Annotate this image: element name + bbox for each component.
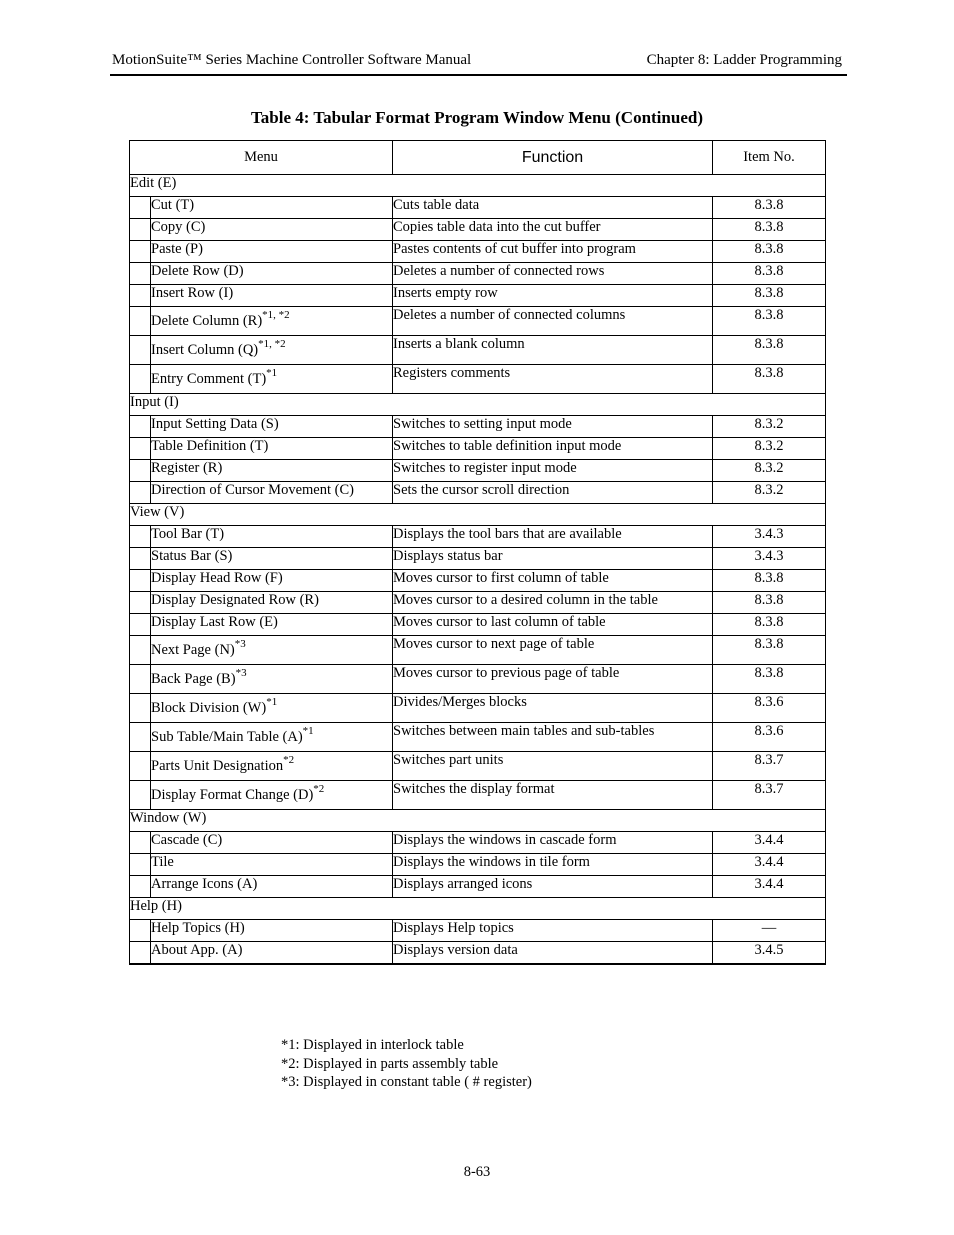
function-cell: Switches to register input mode (393, 460, 713, 482)
function-cell: Pastes contents of cut buffer into program (393, 241, 713, 263)
menu-item-cell (151, 636, 393, 665)
menu-category-label: View (V) (130, 504, 826, 526)
footnote-marker: *3 (235, 667, 247, 680)
menu-item-cell (151, 942, 393, 965)
function-cell: Cuts table data (393, 197, 713, 219)
item-number-cell: — (713, 920, 826, 942)
page-number: 8-63 (463, 1164, 491, 1180)
indent-cell (130, 614, 151, 636)
indent-cell (130, 365, 151, 394)
menu-table (129, 140, 826, 965)
item-number-cell: 8.3.8 (713, 263, 826, 285)
menu-item-label: Sub Table/Main Table (A) (151, 729, 303, 745)
menu-item-cell (151, 460, 393, 482)
function-cell: Displays the windows in tile form (393, 854, 713, 876)
function-cell: Deletes a number of connected rows (393, 263, 713, 285)
menu-item-label: Entry Comment (T) (151, 371, 267, 387)
table-row (130, 614, 826, 636)
table-row (130, 197, 826, 219)
footnote-marker: *1 (266, 696, 278, 709)
function-cell: Displays the tool bars that are available (393, 526, 713, 548)
function-cell: Inserts a blank column (393, 336, 713, 365)
item-number-cell: 8.3.7 (713, 752, 826, 781)
menu-category-label: Help (H) (130, 898, 826, 920)
menu-item-cell (151, 526, 393, 548)
indent-cell (130, 876, 151, 898)
column-header-function: Function (393, 141, 713, 175)
table-row (130, 438, 826, 460)
item-number-cell: 8.3.2 (713, 438, 826, 460)
table-row (130, 482, 826, 504)
function-cell: Inserts empty row (393, 285, 713, 307)
menu-item-label: Display Head Row (F) (151, 570, 283, 586)
indent-cell (130, 920, 151, 942)
indent-cell (130, 694, 151, 723)
indent-cell (130, 723, 151, 752)
menu-item-cell (151, 920, 393, 942)
function-cell: Registers comments (393, 365, 713, 394)
item-number-cell: 3.4.3 (713, 548, 826, 570)
function-cell: Displays Help topics (393, 920, 713, 942)
indent-cell (130, 570, 151, 592)
item-number-cell: 8.3.7 (713, 781, 826, 810)
table-row (130, 460, 826, 482)
menu-item-cell (151, 752, 393, 781)
item-number-cell: 3.4.4 (713, 854, 826, 876)
menu-item-label: Delete Column (R) (151, 313, 263, 329)
item-number-cell: 8.3.2 (713, 416, 826, 438)
table-row (130, 219, 826, 241)
indent-cell (130, 781, 151, 810)
menu-item-label: About App. (A) (151, 942, 243, 958)
item-number-cell: 3.4.4 (713, 876, 826, 898)
table-row (130, 263, 826, 285)
item-number-cell: 8.3.8 (713, 636, 826, 665)
menu-item-cell (151, 832, 393, 854)
item-number-cell: 8.3.8 (713, 219, 826, 241)
indent-cell (130, 854, 151, 876)
menu-item-cell (151, 197, 393, 219)
item-number-cell: 8.3.8 (713, 241, 826, 263)
running-header-chapter: Chapter 8: Ladder Programming (646, 52, 842, 68)
menu-item-label: Display Designated Row (R) (151, 592, 319, 608)
function-cell: Displays status bar (393, 548, 713, 570)
function-cell: Displays version data (393, 942, 713, 965)
menu-item-label: Next Page (N) (151, 642, 235, 658)
indent-cell (130, 460, 151, 482)
item-number-cell: 3.4.5 (713, 942, 826, 965)
indent-cell (130, 526, 151, 548)
indent-cell (130, 307, 151, 336)
function-cell: Deletes a number of connected columns (393, 307, 713, 336)
indent-cell (130, 592, 151, 614)
column-header-item-no: Item No. (713, 141, 826, 175)
menu-item-label: Tool Bar (T) (151, 526, 225, 542)
menu-item-label: Status Bar (S) (151, 548, 233, 564)
table-row (130, 636, 826, 665)
table-row (130, 548, 826, 570)
header-rule (110, 74, 847, 76)
table-caption: Table 4: Tabular Format Program Window Menu (Continued) (251, 108, 703, 127)
function-cell: Displays the windows in cascade form (393, 832, 713, 854)
item-number-cell: 3.4.3 (713, 526, 826, 548)
table-row (130, 307, 826, 336)
table-row (130, 526, 826, 548)
indent-cell (130, 482, 151, 504)
item-number-cell: 8.3.8 (713, 614, 826, 636)
table-row (130, 781, 826, 810)
column-header-menu: Menu (130, 141, 393, 175)
function-cell: Moves cursor to next page of table (393, 636, 713, 665)
table-row (130, 241, 826, 263)
indent-cell (130, 416, 151, 438)
item-number-cell: 8.3.2 (713, 460, 826, 482)
table-header-row (130, 141, 826, 175)
function-cell: Switches between main tables and sub-tables (393, 723, 713, 752)
table-row (130, 570, 826, 592)
menu-item-label: Cascade (C) (151, 832, 223, 848)
function-cell: Switches part units (393, 752, 713, 781)
indent-cell (130, 636, 151, 665)
function-cell: Switches to table definition input mode (393, 438, 713, 460)
menu-category-row (130, 394, 826, 416)
table-row (130, 752, 826, 781)
table-row (130, 694, 826, 723)
menu-item-label: Tile (151, 854, 174, 870)
table-row (130, 942, 826, 965)
menu-item-cell (151, 336, 393, 365)
table-row (130, 336, 826, 365)
table-row (130, 365, 826, 394)
footnote-marker: *2 (283, 754, 295, 767)
indent-cell (130, 241, 151, 263)
table-row (130, 723, 826, 752)
menu-item-label: Insert Row (I) (151, 285, 234, 301)
menu-category-label: Input (I) (130, 394, 826, 416)
footnotes (281, 1036, 532, 1092)
menu-item-cell (151, 438, 393, 460)
footnote-marker: *1, *2 (262, 309, 290, 322)
function-cell: Copies table data into the cut buffer (393, 219, 713, 241)
indent-cell (130, 942, 151, 965)
footnote-marker: *1, *2 (258, 338, 286, 351)
menu-item-label: Paste (P) (151, 241, 203, 257)
footnote-marker: *2 (313, 783, 325, 796)
indent-cell (130, 285, 151, 307)
menu-item-cell (151, 694, 393, 723)
function-cell: Moves cursor to a desired column in the table (393, 592, 713, 614)
table-row (130, 416, 826, 438)
indent-cell (130, 263, 151, 285)
menu-item-label: Block Division (W) (151, 700, 267, 716)
menu-category-row (130, 810, 826, 832)
menu-item-label: Display Last Row (E) (151, 614, 278, 630)
table-row (130, 285, 826, 307)
menu-item-label: Arrange Icons (A) (151, 876, 258, 892)
function-cell: Moves cursor to first column of table (393, 570, 713, 592)
menu-category-row (130, 504, 826, 526)
menu-item-label: Back Page (B) (151, 671, 236, 687)
item-number-cell: 8.3.8 (713, 570, 826, 592)
indent-cell (130, 752, 151, 781)
function-cell: Displays arranged icons (393, 876, 713, 898)
menu-item-label: Parts Unit Designation (151, 758, 284, 774)
indent-cell (130, 438, 151, 460)
indent-cell (130, 197, 151, 219)
menu-item-label: Direction of Cursor Movement (C) (151, 482, 354, 498)
footnote: *3: Displayed in constant table ( # register) (281, 1074, 532, 1090)
table-row (130, 665, 826, 694)
item-number-cell: 8.3.6 (713, 723, 826, 752)
item-number-cell: 8.3.6 (713, 694, 826, 723)
footnote-marker: *1 (266, 367, 278, 380)
menu-item-cell (151, 482, 393, 504)
footnote: *2: Displayed in parts assembly table (281, 1055, 499, 1072)
menu-item-cell (151, 592, 393, 614)
function-cell: Switches to setting input mode (393, 416, 713, 438)
menu-item-cell (151, 854, 393, 876)
table-body (130, 175, 826, 965)
menu-item-label: Table Definition (T) (151, 438, 269, 454)
table-row (130, 920, 826, 942)
menu-item-cell (151, 876, 393, 898)
menu-item-label: Help Topics (H) (151, 920, 245, 936)
indent-cell (130, 665, 151, 694)
indent-cell (130, 548, 151, 570)
menu-item-cell (151, 723, 393, 752)
running-header-title: MotionSuite™ Series Machine Controller Software Manual (112, 52, 472, 68)
item-number-cell: 8.3.2 (713, 482, 826, 504)
menu-item-label: Delete Row (D) (151, 263, 244, 279)
footnote-marker: *3 (234, 638, 246, 651)
item-number-cell: 8.3.8 (713, 365, 826, 394)
menu-item-label: Register (R) (151, 460, 223, 476)
menu-item-cell (151, 365, 393, 394)
item-number-cell: 8.3.8 (713, 665, 826, 694)
menu-item-cell (151, 548, 393, 570)
function-cell: Switches the display format (393, 781, 713, 810)
table-row (130, 876, 826, 898)
menu-item-label: Input Setting Data (S) (151, 416, 279, 432)
table-row (130, 592, 826, 614)
menu-item-cell (151, 665, 393, 694)
indent-cell (130, 832, 151, 854)
table-row (130, 854, 826, 876)
menu-item-cell (151, 219, 393, 241)
function-cell: Moves cursor to last column of table (393, 614, 713, 636)
menu-item-label: Cut (T) (151, 197, 195, 213)
menu-item-cell (151, 614, 393, 636)
footnote: *1: Displayed in interlock table (281, 1037, 464, 1053)
menu-category-label: Window (W) (130, 810, 826, 832)
function-cell: Sets the cursor scroll direction (393, 482, 713, 504)
item-number-cell: 8.3.8 (713, 197, 826, 219)
item-number-cell: 8.3.8 (713, 336, 826, 365)
menu-item-label: Display Format Change (D) (151, 787, 314, 803)
menu-item-cell (151, 307, 393, 336)
menu-item-cell (151, 416, 393, 438)
menu-category-row (130, 898, 826, 920)
indent-cell (130, 219, 151, 241)
menu-category-label: Edit (E) (130, 175, 826, 197)
footnote-marker: *1 (302, 725, 314, 738)
menu-item-cell (151, 285, 393, 307)
indent-cell (130, 336, 151, 365)
table-row (130, 832, 826, 854)
function-cell: Divides/Merges blocks (393, 694, 713, 723)
item-number-cell: 3.4.4 (713, 832, 826, 854)
menu-item-cell (151, 241, 393, 263)
menu-item-cell (151, 263, 393, 285)
menu-item-label: Insert Column (Q) (151, 342, 259, 358)
item-number-cell: 8.3.8 (713, 307, 826, 336)
menu-category-row (130, 175, 826, 197)
item-number-cell: 8.3.8 (713, 285, 826, 307)
menu-item-label: Copy (C) (151, 219, 206, 235)
menu-item-cell (151, 570, 393, 592)
menu-item-cell (151, 781, 393, 810)
function-cell: Moves cursor to previous page of table (393, 665, 713, 694)
item-number-cell: 8.3.8 (713, 592, 826, 614)
